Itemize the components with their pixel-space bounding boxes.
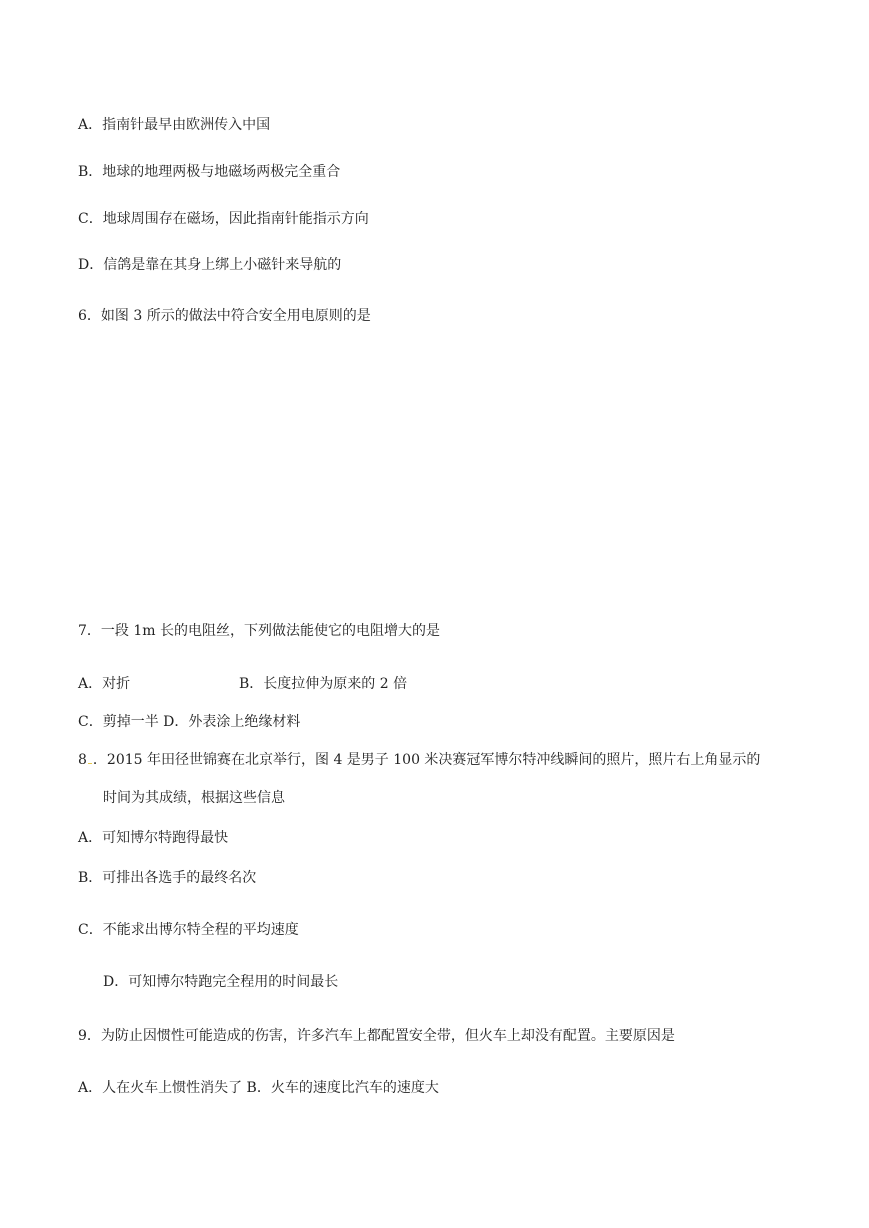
- q5-option-b: B．地球的地理两极与地磁场两极完全重合: [78, 164, 341, 180]
- q5-option-c: C．地球周围存在磁场，因此指南针能指示方向: [78, 211, 369, 227]
- q9-stem: 9．为防止因惯性可能造成的伤害，许多汽车上都配置安全带，但火车上却没有配置。主要原因是: [78, 1028, 675, 1044]
- q5-option-a: A．指南针最早由欧洲传入中国: [78, 117, 271, 133]
- q7-stem: 7．一段 1m 长的电阻丝，下列做法能使它的电阻增大的是: [78, 623, 440, 639]
- q8-stem-line2: 时间为其成绩，根据这些信息: [103, 790, 285, 806]
- q5-option-d: D．信鸽是靠在其身上绑上小磁针来导航的: [78, 257, 342, 273]
- q8-stem-line1: [78, 751, 760, 769]
- q7-option-cd: C．剪掉一半 D．外表涂上绝缘材料: [78, 714, 301, 730]
- q7-option-b: B．长度拉伸为原来的 2 倍: [239, 676, 408, 692]
- q7-option-a: A．对折: [78, 676, 131, 692]
- q8-option-a: A．可知博尔特跑得最快: [78, 830, 229, 846]
- q9-option-ab: A．人在火车上惯性消失了 B．火车的速度比汽车的速度大: [78, 1080, 439, 1096]
- q8-stem-text: ．2015 年田径世锦赛在北京举行，图 4 是男子 100 米决赛冠军博尔特冲线瞬间的照片，照片右上角显示的: [92, 752, 761, 768]
- figure-3-placeholder: [78, 335, 778, 605]
- annotation-mark: [88, 759, 92, 764]
- q6-stem: 6．如图 3 所示的做法中符合安全用电原则的是: [78, 308, 371, 324]
- q8-option-d: D．可知博尔特跑完全程用的时间最长: [103, 974, 339, 990]
- q8-option-c: C．不能求出博尔特全程的平均速度: [78, 922, 299, 938]
- q8-number: 8: [78, 752, 87, 768]
- q8-option-b: B．可排出各选手的最终名次: [78, 870, 257, 886]
